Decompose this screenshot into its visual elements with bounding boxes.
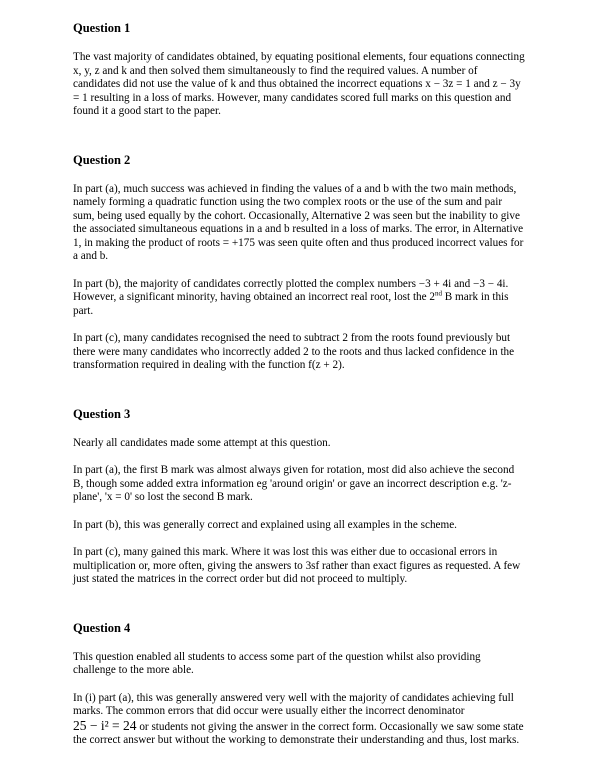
denominator-equation: 25 − i² = 24 bbox=[73, 717, 137, 733]
question-1-heading: Question 1 bbox=[73, 21, 131, 35]
question-3-paragraph-1: Nearly all candidates made some attempt at this question. bbox=[73, 436, 331, 449]
question-4-heading: Question 4 bbox=[73, 620, 131, 635]
question-3-heading: Question 3 bbox=[73, 406, 131, 421]
question-4-paragraph-2-text: In (i) part (a), this was generally answered very well with the majority of candidates achieving full marks. The common errors that did occur were usually either the incorrect denominator bbox=[73, 691, 514, 717]
question-3-paragraph-2: In part (a), the first B mark was almost always given for rotation, most did also achieve the second B, though some added extra information eg 'around origin' or gave an incorrect description e.g. 'z-plane', 'x = 0' so lost the second B mark. bbox=[73, 464, 515, 503]
question-4-paragraph-2 bbox=[73, 692, 525, 748]
question-2-heading: Question 2 bbox=[73, 152, 131, 167]
question-2-paragraph-1: In part (a), much success was achieved in finding the values of a and b with the two main methods, namely forming a quadratic function using the two complex roots or the use of the sum and pair sum, being used equally by the cohort. Occasionally, Alternative 2 was seen but the inability to give the associated simultaneous equations in a and b resulted in a loss of marks. The error, in Alternative 1, in making the product of roots = +175 was seen quite often and thus produced incorrect values for a and b. bbox=[73, 182, 524, 262]
examiner-report-page bbox=[73, 21, 525, 762]
question-4-paragraph-1: This question enabled all students to access some part of the question whilst also providing challenge to the more able. bbox=[73, 650, 481, 676]
question-4-paragraph-2-tail: or students not giving the answer in the correct form. Occasionally we saw some state the correct answer but without the working to demonstrate their understanding and thus, lost marks. bbox=[73, 720, 524, 746]
question-4-section bbox=[73, 621, 525, 748]
question-2-paragraph-2-tail: B mark in this part. bbox=[73, 291, 509, 317]
question-2-section bbox=[73, 153, 525, 373]
question-2-paragraph-2 bbox=[73, 278, 525, 319]
question-2-paragraph-3: In part (c), many candidates recognised the need to subtract 2 from the roots found previously but there were many candidates who incorrectly added 2 to the roots and thus lacked confidence in the transformation required in dealing with the function f(z + 2). bbox=[73, 332, 515, 371]
question-3-paragraph-3: In part (b), this was generally correct and explained using all examples in the scheme. bbox=[73, 518, 457, 531]
question-2-paragraph-2-text: In part (b), the majority of candidates correctly plotted the complex numbers −3 + 4i and −3 − 4i. However, a significant minority, having obtained an incorrect real root, lost the 2 bbox=[73, 277, 509, 303]
question-1-paragraph-1: The vast majority of candidates obtained, by equating positional elements, four equations connecting x, y, z and k and then solved them simultaneously to find the required values. A number of candidates did not use the value of k and thus obtained the incorrect equations x − 3z = 1 and z − 3y = 1 resulting in a loss of marks. However, many candidates scored full marks on this question and found it a good start to the paper. bbox=[73, 51, 525, 117]
question-1-section bbox=[73, 21, 525, 119]
ordinal-suffix: nd bbox=[435, 289, 442, 298]
question-3-section bbox=[73, 407, 525, 587]
question-3-paragraph-4: In part (c), many gained this mark. Where it was lost this was either due to occasional errors in multiplication or, more often, giving the answers to 3sf rather than exact figures as requested. A few just stated the matrices in the correct order but did not proceed to multiply. bbox=[73, 546, 521, 585]
